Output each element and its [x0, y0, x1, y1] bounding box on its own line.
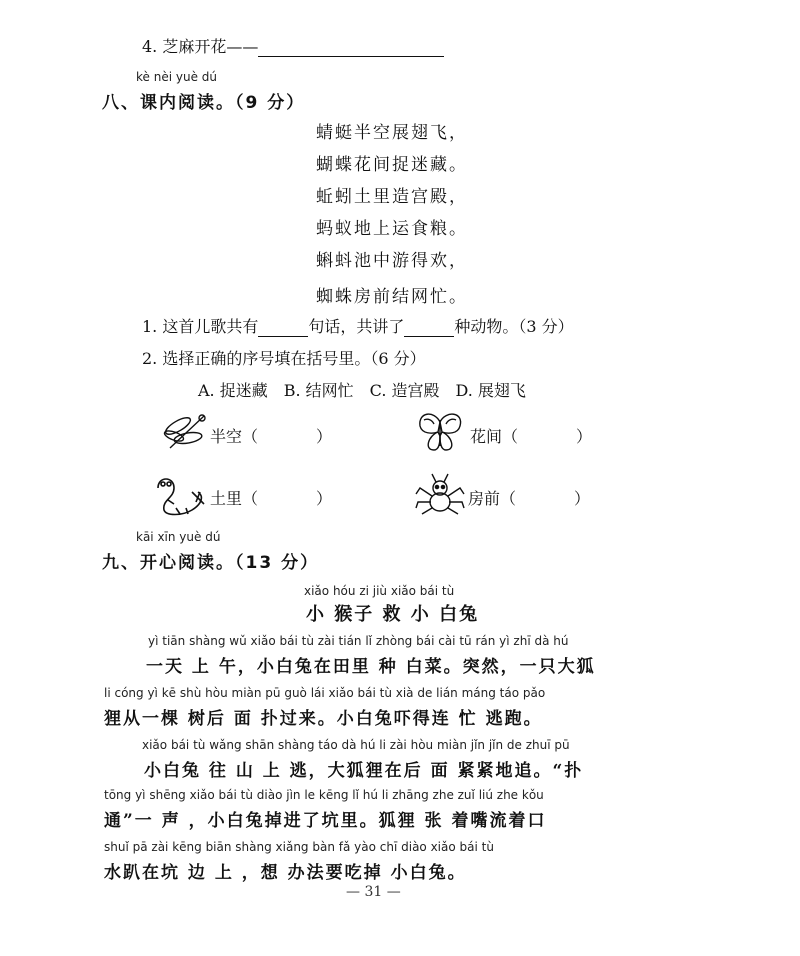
question-2: 2. 选择正确的序号填在括号里。（6 分）	[142, 349, 426, 368]
butterfly-icon	[414, 410, 466, 456]
q4-line	[142, 34, 444, 57]
poem-line: 蚯蚓土里造宫殿，	[316, 187, 468, 207]
section9-pinyin: kāi xīn yuè dú	[136, 530, 221, 544]
q1-blank-animals[interactable]	[404, 318, 454, 337]
q4-answer-blank[interactable]	[258, 38, 444, 57]
q1-blank-sentences[interactable]	[258, 318, 308, 337]
spider-icon	[414, 472, 466, 518]
story-line: 一天 上 午，小白兔在田里 种 白菜。突然，一只大狐	[146, 657, 596, 677]
story-title-pinyin: xiǎo hóu zi jiù xiǎo bái tù	[304, 584, 455, 598]
story-line: 小白兔 往 山 上 逃，大狐狸在后 面 紧紧地追。“扑	[144, 761, 584, 781]
story-line: 狸从一棵 树后 面 扑过来。小白兔吓得连 忙 逃跑。	[104, 709, 543, 729]
question-1: 1. 这首儿歌共有 句话，共讲了 种动物。（3 分）	[142, 317, 574, 336]
poem-line: 蝴蝶花间捉迷藏。	[316, 155, 468, 175]
section8-pinyin: kè nèi yuè dú	[136, 70, 217, 84]
poem-line: 蚂蚁地上运食粮。	[316, 219, 468, 239]
page-number: — 31 —	[346, 884, 401, 900]
poem-line: 蜘蛛房前结网忙。	[316, 287, 468, 307]
story-line: 通”一 声 ，小白兔掉进了坑里。狐狸 张 着嘴流着口	[104, 811, 547, 831]
story-pinyin-line: li cóng yì kē shù hòu miàn pū guò lái xiǎo bái tù xià de lián máng táo pǎo	[104, 686, 546, 700]
story-line: 水趴在坑 边 上 ，想 办法要吃掉 小白兔。	[104, 863, 467, 883]
story-pinyin-line: tōng yì shēng xiǎo bái tù diào jìn le kēng lǐ hú li zhāng zhe zuǐ liú zhe kǒu	[104, 788, 544, 802]
item-house: 房前（ ）	[468, 489, 591, 508]
answer-options: A. 捉迷藏 B. 结网忙 C. 造宫殿 D. 展翅飞	[198, 381, 526, 400]
q4-label: 4. 芝麻开花——	[142, 37, 259, 56]
item-soil: 土里（ ）	[210, 489, 333, 508]
story-pinyin-line: xiǎo bái tù wǎng shān shàng táo dà hú li zài hòu miàn jǐn jǐn de zhuī pū	[142, 738, 570, 752]
section9-title: 九、开心阅读。（13 分）	[102, 553, 320, 573]
section8-title: 八、课内阅读。（9 分）	[102, 93, 306, 113]
poem-line: 蜻蜓半空展翅飞，	[316, 123, 468, 143]
story-pinyin-line: shuǐ pā zài kēng biān shàng xiǎng bàn fǎ yào chī diào xiǎo bái tù	[104, 840, 494, 854]
item-banking: 半空（ ）	[210, 427, 333, 446]
dragonfly-icon	[158, 410, 208, 454]
earthworm-icon	[152, 470, 208, 516]
item-flowers: 花间（ ）	[470, 427, 593, 446]
story-pinyin-line: yì tiān shàng wǔ xiǎo bái tù zài tián lǐ zhòng bái cài tū rán yì zhī dà hú	[148, 634, 569, 648]
story-title: 小 猴子 救 小 白兔	[306, 604, 480, 625]
poem-line: 蝌蚪池中游得欢，	[316, 251, 468, 271]
